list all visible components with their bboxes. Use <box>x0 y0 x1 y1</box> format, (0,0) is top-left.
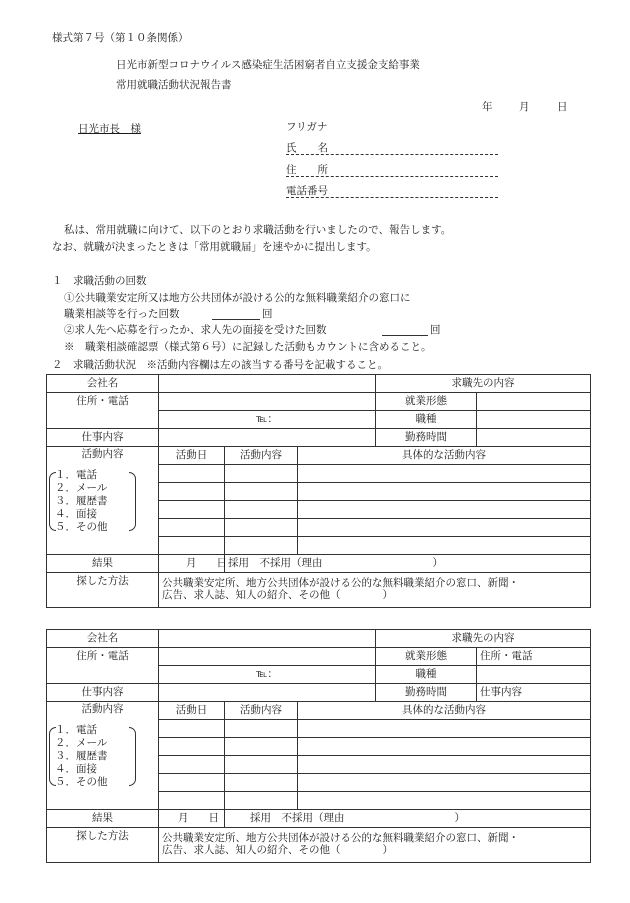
intro-line2: なお、就職が決まったときは「常用就職届」を速やかに提出します。 <box>52 241 377 253</box>
activity-option: ２．メール <box>55 736 108 749</box>
result-label: 結果 <box>47 810 159 828</box>
document-title-line1: 日光市新型コロナウイルス感染症生活困窮者自立支援金支給事業 <box>116 59 420 71</box>
activity-specific-cell[interactable] <box>298 792 591 810</box>
activity-content-label: 活動内容 <box>81 448 124 460</box>
name-field[interactable] <box>286 154 498 155</box>
company-field[interactable] <box>159 375 376 393</box>
activity-specific-cell[interactable] <box>298 501 591 519</box>
activity-date-header: 活動日 <box>159 702 225 720</box>
activity-option: ２．メール <box>55 481 108 494</box>
address-field[interactable] <box>159 393 376 411</box>
activity-date-cell[interactable] <box>159 774 225 792</box>
counseling-count-field[interactable] <box>212 319 260 320</box>
company-label: 会社名 <box>47 630 159 648</box>
date-day-label: 日 <box>557 101 568 113</box>
job-category-field[interactable] <box>477 666 591 684</box>
adoption-label: 採用 不採用（理由 <box>228 556 323 569</box>
address-phone-label: 住所・電話 <box>47 393 159 429</box>
activity-date-cell[interactable] <box>159 501 225 519</box>
job-category-field[interactable] <box>477 411 591 429</box>
activity-specific-header: 具体的な活動内容 <box>298 447 591 465</box>
activity-type-cell[interactable] <box>225 738 298 756</box>
activity-type-legend <box>47 702 159 810</box>
furigana-label: フリガナ <box>286 121 328 133</box>
activity-option: ４．面接 <box>55 762 97 775</box>
result-field[interactable] <box>225 555 591 573</box>
activity-table <box>46 629 591 863</box>
work-hours-field[interactable] <box>477 429 591 447</box>
result-date-field[interactable] <box>159 555 225 573</box>
method-options-line1: 公共職業安定所、地方公共団体が設ける公的な無料職業紹介の窓口、新聞・ <box>162 577 519 590</box>
activity-specific-header: 具体的な活動内容 <box>298 702 591 720</box>
activity-specific-cell[interactable] <box>298 519 591 537</box>
name-label: 氏 名 <box>286 142 328 154</box>
activity-type-header: 活動内容 <box>225 702 298 720</box>
result-field[interactable] <box>225 810 591 828</box>
phone-label: 電話番号 <box>286 185 328 197</box>
address-label: 住 所 <box>286 164 328 176</box>
document-title-line2: 常用就職活動状況報告書 <box>116 79 232 91</box>
activity-table <box>46 374 591 608</box>
activity-option: １．電話 <box>55 468 97 481</box>
activity-specific-cell[interactable] <box>298 537 591 555</box>
work-content-label: 仕事内容 <box>47 684 159 702</box>
counseling-count-unit: 回 <box>262 308 273 320</box>
address-phone-label: 住所・電話 <box>47 648 159 684</box>
activity-date-cell[interactable] <box>159 756 225 774</box>
activity-specific-cell[interactable] <box>298 774 591 792</box>
intro-line1: 私は、常用就職に向けて、以下のとおり求職活動を行いましたので、報告します。 <box>64 224 452 236</box>
activity-type-cell[interactable] <box>225 519 298 537</box>
activity-date-cell[interactable] <box>159 537 225 555</box>
counseling-line1: ①公共職業安定所又は地方公共団体が設ける公的な無料職業紹介の窓口に <box>64 292 411 304</box>
tel-field[interactable]: ℡： <box>159 411 376 429</box>
activity-date-cell[interactable] <box>159 519 225 537</box>
activity-type-cell[interactable] <box>225 483 298 501</box>
method-field[interactable] <box>159 828 591 863</box>
method-label: 探した方法 <box>47 573 159 608</box>
month-label: 月 <box>178 811 189 824</box>
method-label: 探した方法 <box>47 828 159 863</box>
activity-type-cell[interactable] <box>225 465 298 483</box>
activity-specific-cell[interactable] <box>298 756 591 774</box>
activity-type-cell[interactable] <box>225 792 298 810</box>
activity-option: ５．その他 <box>55 775 108 788</box>
activity-date-header: 活動日 <box>159 447 225 465</box>
activity-specific-cell[interactable] <box>298 720 591 738</box>
work-content-label: 仕事内容 <box>47 429 159 447</box>
job-category-label: 職種 <box>376 411 477 429</box>
activity-specific-cell[interactable] <box>298 738 591 756</box>
date-year-label: 年 <box>482 101 493 113</box>
activity-type-cell[interactable] <box>225 774 298 792</box>
day-label: 日 <box>216 556 227 569</box>
method-options-line2: 広告、求人誌、知人の紹介、その他（ ） <box>162 844 393 856</box>
adoption-label: 採用 不採用（理由 <box>250 811 345 824</box>
addressee: 日光市長 様 <box>78 123 141 135</box>
company-field[interactable] <box>159 630 376 648</box>
company-label: 会社名 <box>47 375 159 393</box>
counseling-line2: 職業相談等を行った回数 <box>64 308 180 320</box>
job-category-label: 職種 <box>376 666 477 684</box>
activity-date-cell[interactable] <box>159 465 225 483</box>
result-date-field[interactable] <box>159 810 225 828</box>
date-month-label: 月 <box>519 101 530 113</box>
application-line: ②求人先へ応募を行ったか、求人先の面接を受けた回数 <box>64 324 327 336</box>
activity-type-cell[interactable] <box>225 501 298 519</box>
employment-type-label: 就業形態 <box>376 393 477 411</box>
day-label: 日 <box>208 811 219 824</box>
phone-field[interactable] <box>286 197 498 198</box>
close-paren: ） <box>432 556 443 569</box>
form-number: 様式第７号（第１０条関係） <box>52 32 189 44</box>
activity-date-cell[interactable] <box>159 738 225 756</box>
work-hours-label: 勤務時間 <box>376 684 477 702</box>
activity-option: ３．履歴書 <box>55 494 108 507</box>
work-content-field[interactable] <box>159 429 376 447</box>
job-detail-header: 求職先の内容 <box>376 375 591 393</box>
activity-type-cell[interactable] <box>225 537 298 555</box>
activity-type-cell[interactable] <box>225 756 298 774</box>
close-paren: ） <box>454 811 465 824</box>
activity-date-cell[interactable] <box>159 792 225 810</box>
activity-date-cell[interactable] <box>159 483 225 501</box>
activity-specific-cell[interactable] <box>298 483 591 501</box>
result-label: 結果 <box>47 555 159 573</box>
activity-type-header: 活動内容 <box>225 447 298 465</box>
application-count-field[interactable] <box>382 335 428 336</box>
method-options-line2: 広告、求人誌、知人の紹介、その他（ ） <box>162 589 393 601</box>
employment-type-field[interactable] <box>477 393 591 411</box>
method-field[interactable] <box>159 573 591 608</box>
activity-option: １．電話 <box>55 723 97 736</box>
employment-type-label: 就業形態 <box>376 648 477 666</box>
activity-type-legend <box>47 447 159 555</box>
employment-type-field[interactable]: 住所・電話 <box>477 648 591 666</box>
activity-date-cell[interactable] <box>159 720 225 738</box>
job-detail-header: 求職先の内容 <box>376 630 591 648</box>
method-options-line1: 公共職業安定所、地方公共団体が設ける公的な無料職業紹介の窓口、新聞・ <box>162 832 519 845</box>
work-content-field[interactable] <box>159 684 376 702</box>
activity-option: ３．履歴書 <box>55 749 108 762</box>
work-hours-field[interactable]: 仕事内容 <box>477 684 591 702</box>
section1-heading: １ 求職活動の回数 <box>52 275 147 287</box>
section1-note: ※ 職業相談確認票（様式第６号）に記録した活動もカウントに含めること。 <box>64 341 432 353</box>
work-hours-label: 勤務時間 <box>376 429 477 447</box>
application-count-unit: 回 <box>430 324 441 336</box>
activity-option: ４．面接 <box>55 507 97 520</box>
activity-option: ５．その他 <box>55 520 108 533</box>
activity-content-label: 活動内容 <box>81 703 124 715</box>
address-field[interactable] <box>286 176 498 177</box>
section2-heading: ２ 求職活動状況 ※活動内容欄は左の該当する番号を記載すること。 <box>52 359 388 371</box>
activity-specific-cell[interactable] <box>298 465 591 483</box>
tel-field[interactable]: ℡： <box>159 666 376 684</box>
activity-type-cell[interactable] <box>225 720 298 738</box>
month-label: 月 <box>186 556 197 569</box>
address-field[interactable] <box>159 648 376 666</box>
